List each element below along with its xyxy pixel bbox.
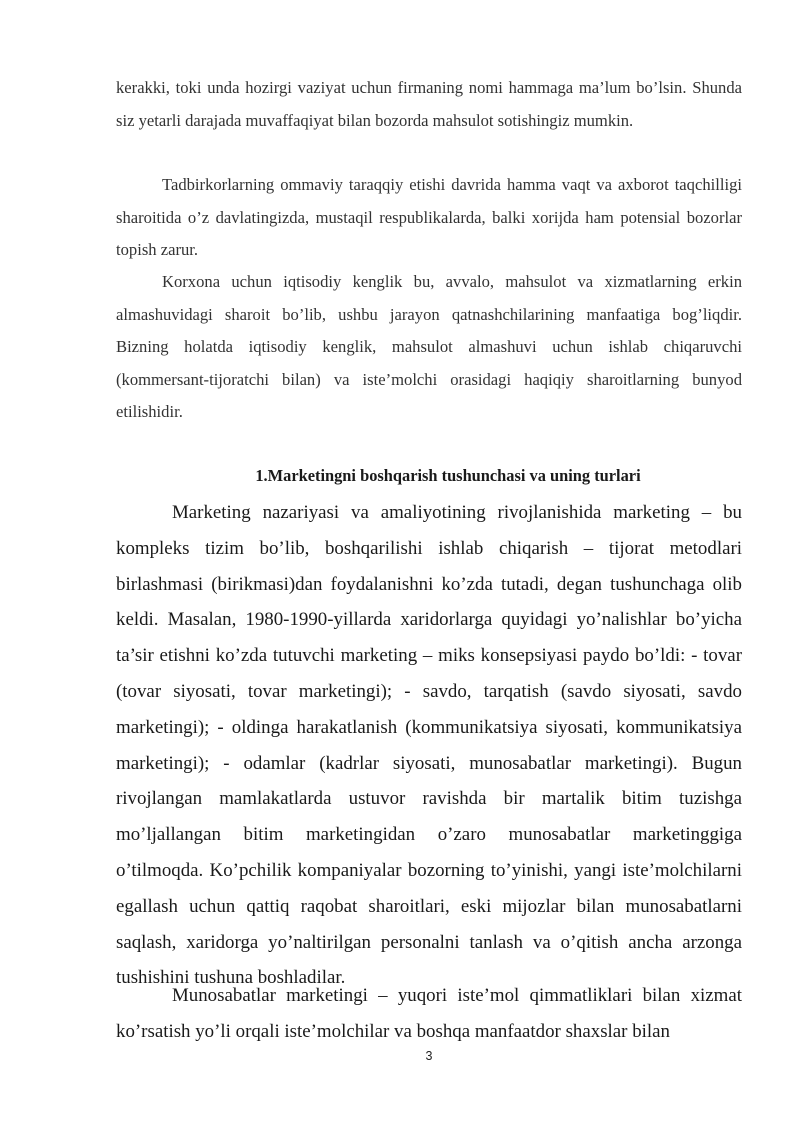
- paragraph: Korxona uchun iqtisodiy kenglik bu, avvalo, mahsulot va xizmatlarning erkin almashuvidagi sharoit bo’lib, ushbu jarayon qatnashchilarining manfaatiga bog’liqdir. Bizning holatda iqtisodiy kenglik, mahsulot almashuvi uchun ishlab chiqaruvchi (kommersant-tijoratchi bilan) va iste’molchi orasidagi haqiqiy sharoitlarning bunyod etilishidir.: [116, 272, 742, 421]
- page-number: 3: [425, 1049, 433, 1063]
- paragraph: Munosabatlar marketingi – yuqori iste’mol qimmatliklari bilan xizmat ko’rsatish yo’li orqali iste’molchilar va boshqa manfaatdor shaxslar bilan: [116, 985, 742, 1042]
- paragraph: Tadbirkorlarning ommaviy taraqqiy etishi davrida hamma vaqt va axborot taqchilligi sharoitida o’z davlatingizda, mustaqil respublikalarda, balki xorijda ham potensial bozorlar topish zarur.: [116, 175, 742, 259]
- paragraph: kerakki, toki unda hozirgi vaziyat uchun firmaning nomi hammaga ma’lum bo’lsin. Shunda siz yetarli darajada muvaffaqiyat bilan bozorda mahsulot sotishingiz mumkin.: [116, 78, 742, 130]
- section-heading: 1.Marketingni boshqarish tushunchasi va uning turlari: [255, 466, 641, 485]
- paragraph: Marketing nazariyasi va amaliyotining rivojlanishida marketing – bu kompleks tizim bo’lib, boshqarilishi ishlab chiqarish – tijorat metodlari birlashmasi (birikmasi)dan foydalanishni ko’zda tutadi, degan tushunchaga olib keldi. Masalan, 1980-1990-yillarda xaridorlarga quyidagi yo’nalishlar bo’yicha ta’sir etishni ko’zda tutuvchi marketing – miks konsepsiyasi paydo bo’ldi: - tovar (tovar siyosati, tovar marketingi); - savdo, tarqatish (savdo siyosati, savdo marketingi); - oldinga harakatlanish (kommunikatsiya siyosati, kommunikatsiya marketingi); - odamlar (kadrlar siyosati, munosabatlar marketingi). Bugun rivojlangan mamlakatlarda ustuvor ravishda bir martalik bitim tuzishga mo’ljallangan bitim marketingidan o’zaro munosabatlar marketinggiga o’tilmoqda. Ko’pchilik kompaniyalar bozorning to’yinishi, yangi iste’molchilarni egallash uchun qattiq raqobat sharoitlari, eski mijozlar bilan munosabatlarni saqlash, xaridorga yo’naltirilgan personalni tanlash va o’qitish ancha arzonga tushishini tushuna boshladilar.: [116, 502, 742, 989]
